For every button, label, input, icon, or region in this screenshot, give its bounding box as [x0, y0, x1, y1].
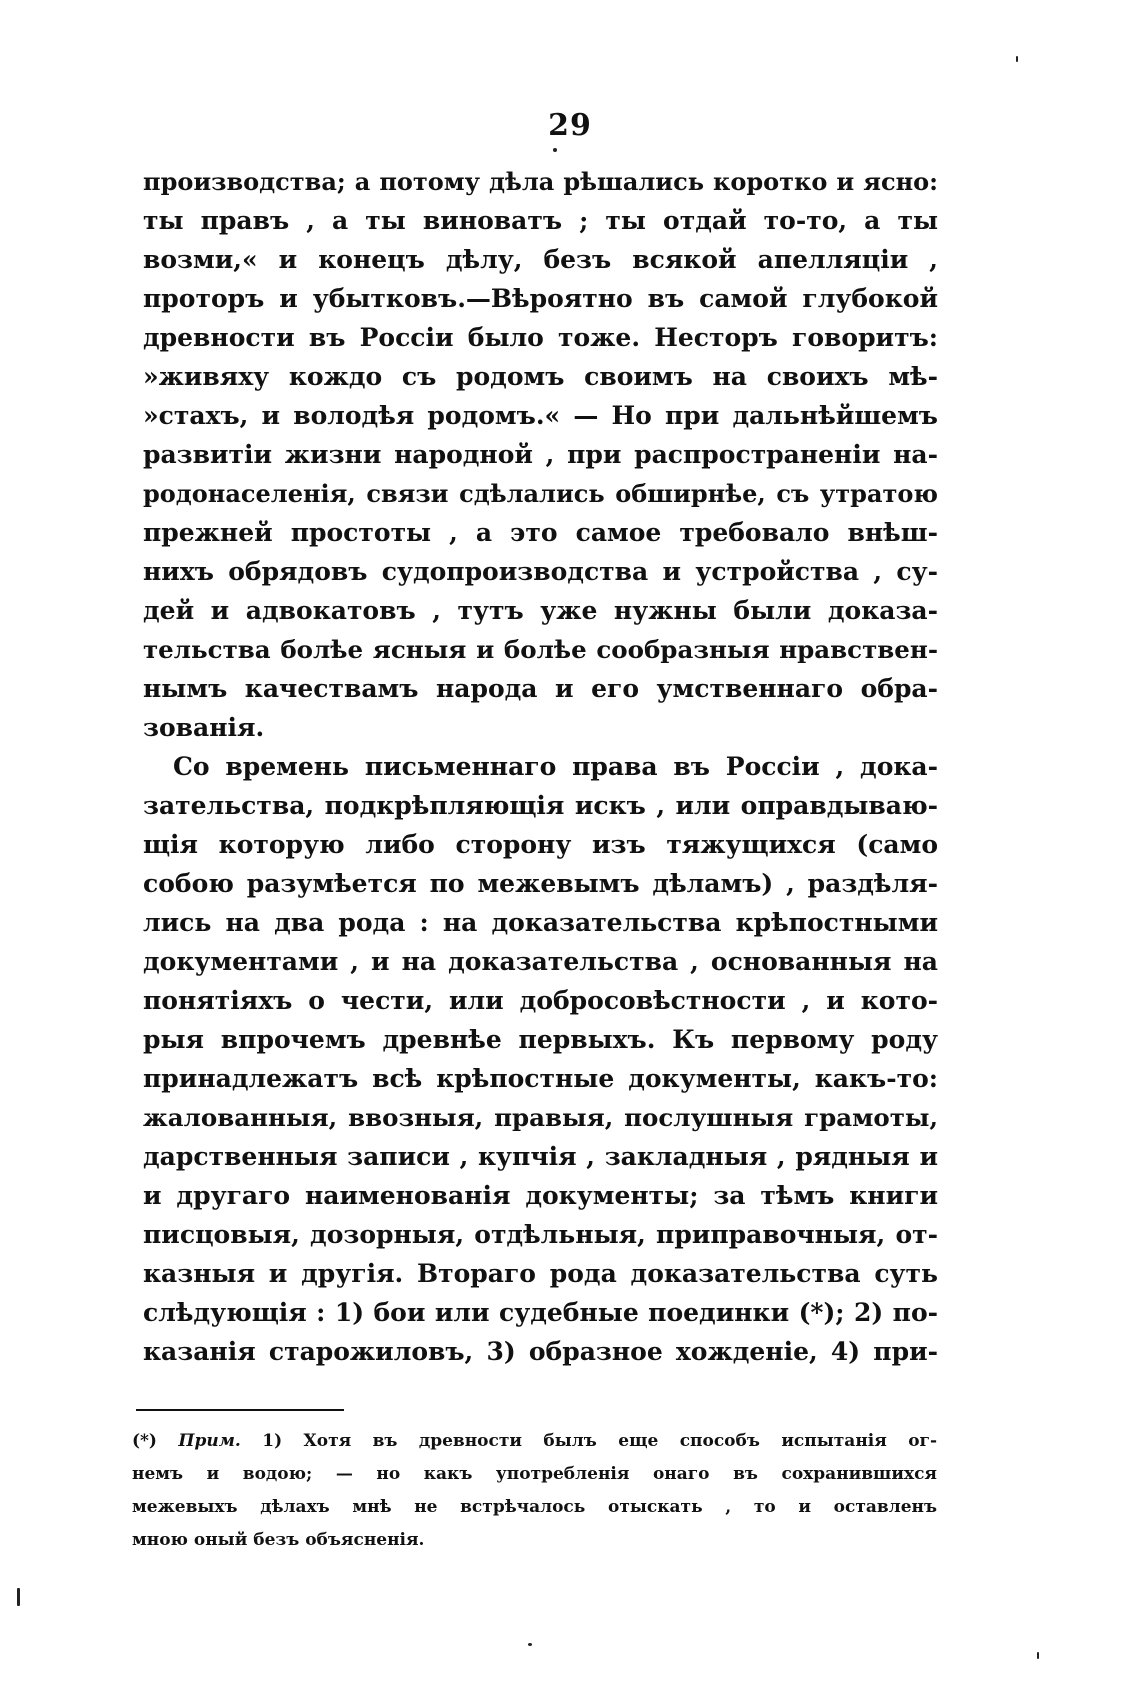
- paragraph-end-line: зованія.: [143, 713, 265, 742]
- text-line: дей и адвокатовъ , тутъ уже нужны были доказа-: [143, 596, 938, 625]
- scan-speck: [1037, 1652, 1039, 1659]
- text-line: тельства болѣе ясныя и болѣе сообразныя нравствен-: [143, 635, 938, 664]
- footnote-marker: (*): [132, 1431, 157, 1451]
- text-line: »стахъ, и володѣя родомъ.« — Но при дальнѣйшемъ: [143, 401, 938, 430]
- text-line: слѣдующія : 1) бои или судебные поединки (*); 2) по-: [143, 1298, 938, 1327]
- page-number: 29: [548, 108, 592, 143]
- text-line: возми,« и конецъ дѣлу, безъ всякой апелляціи ,: [143, 245, 938, 274]
- footnote-line: мною оный безъ объясненія.: [132, 1530, 425, 1550]
- text-line: понятіяхъ о чести, или добросовѣстности , и кото-: [143, 986, 938, 1015]
- footnote-text: 1) Хотя въ древности былъ еще способъ испытанія ог-: [262, 1431, 938, 1451]
- text-line: нымъ качествамъ народа и его умственнаго обра-: [143, 674, 938, 703]
- text-line: ты правъ , а ты виноватъ ; ты отдай то-то, а ты: [143, 206, 938, 235]
- text-line: казанія старожиловъ, 3) образное хожденіе, 4) при-: [143, 1337, 938, 1366]
- text-line: жалованныя, ввозныя, правыя, послушныя грамоты,: [143, 1103, 938, 1132]
- text-line: казныя и другія. Втораго рода доказательства суть: [143, 1259, 938, 1288]
- scan-speck: [1016, 56, 1018, 62]
- text-line: производства; а потому дѣла рѣшались коротко и ясно:: [143, 167, 938, 196]
- text-line: родонаселенія, связи сдѣлались обширнѣе, съ утратою: [143, 479, 938, 508]
- text-line: документами , и на доказательства , основанныя на: [143, 947, 938, 976]
- text-line: лись на два рода : на доказательства крѣпостными: [143, 908, 938, 937]
- text-line: дарственныя записи , купчія , закладныя , рядныя и: [143, 1142, 938, 1171]
- text-line: »живяху кождо съ родомъ своимъ на своихъ мѣ-: [143, 362, 938, 391]
- scan-speck: [553, 148, 557, 152]
- footnote-divider: [136, 1409, 344, 1411]
- scan-speck: [528, 1643, 532, 1646]
- text-line: древности въ Россіи было тоже. Несторъ говоритъ:: [143, 323, 938, 352]
- footnote-line: межевыхъ дѣлахъ мнѣ не встрѣчалось отыскать , то и оставленъ: [132, 1497, 937, 1517]
- text-line: зательства, подкрѣпляющія искъ , или оправдываю-: [143, 791, 938, 820]
- text-line: и другаго наименованія документы; за тѣмъ книги: [143, 1181, 938, 1210]
- text-line: писцовыя, дозорныя, отдѣльныя, приправочныя, от-: [143, 1220, 938, 1249]
- text-line: собою разумѣется по межевымъ дѣламъ) , раздѣля-: [143, 869, 938, 898]
- scan-speck: [17, 1588, 20, 1606]
- text-line: щія которую либо сторону изъ тяжущихся (само: [143, 830, 938, 859]
- text-line: прежней простоты , а это самое требовало внѣш-: [143, 518, 938, 547]
- footnote-first-line: [132, 1425, 937, 1458]
- text-line: нихъ обрядовъ судопроизводства и устройства , су-: [143, 557, 938, 586]
- paragraph-start-line: Со времень письменнаго права въ Россіи , дока-: [173, 752, 938, 781]
- footnote-label: Прим.: [178, 1431, 241, 1451]
- body-text: [143, 162, 938, 1371]
- text-line: проторъ и убытковъ.—Вѣроятно въ самой глубокой: [143, 284, 938, 313]
- text-line: развитіи жизни народной , при распространеніи на-: [143, 440, 938, 469]
- text-line: рыя впрочемъ древнѣе первыхъ. Къ первому роду: [143, 1025, 938, 1054]
- text-line: принадлежатъ всѣ крѣпостные документы, какъ-то:: [143, 1064, 938, 1093]
- footnote-line: немъ и водою; — но какъ употребленія онаго въ сохранившихся: [132, 1464, 937, 1484]
- footnote: [132, 1425, 937, 1557]
